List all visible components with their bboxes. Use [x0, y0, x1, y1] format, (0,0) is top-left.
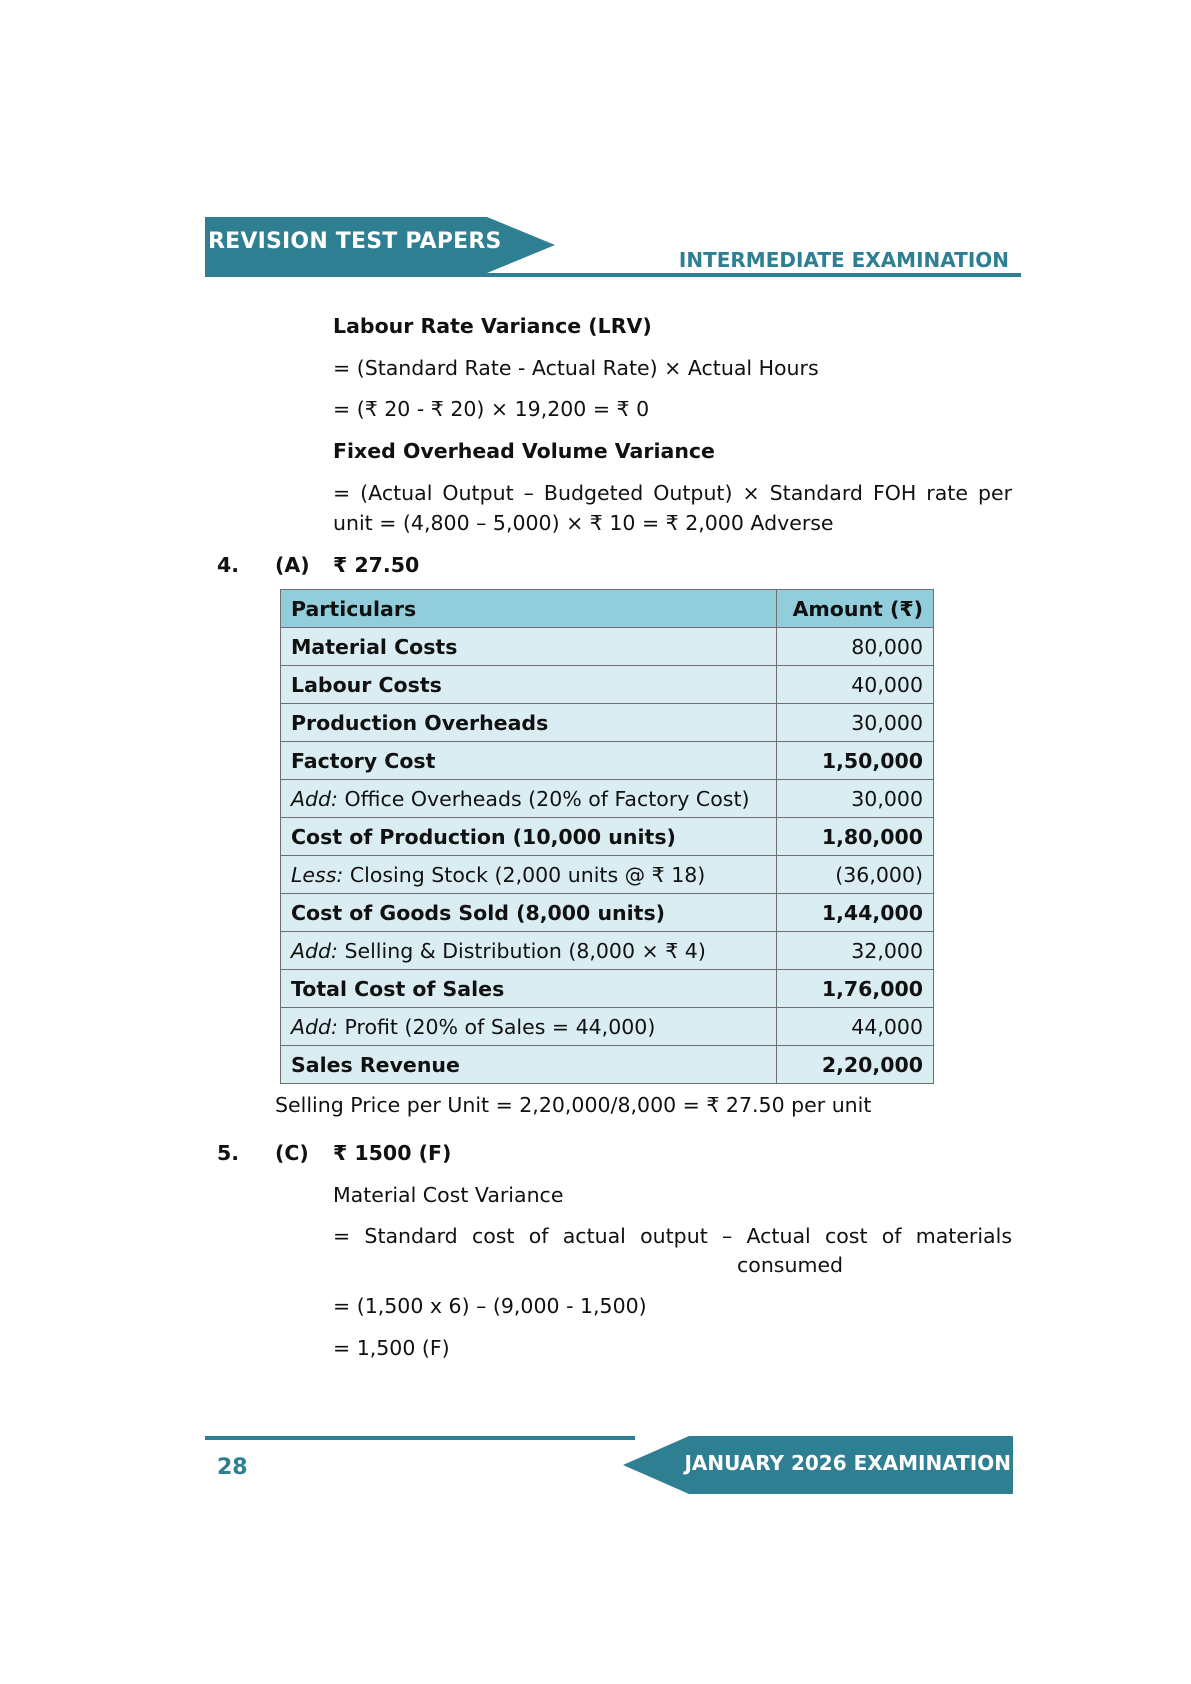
q5-heading: Material Cost Variance: [333, 1183, 564, 1207]
table-row: [281, 780, 934, 818]
row-amount: 2,20,000: [777, 1046, 934, 1084]
q5-line1: = Standard cost of actual output – Actual cost of materials: [333, 1224, 1012, 1248]
row-amount: 1,50,000: [777, 742, 934, 780]
table-row: [281, 970, 934, 1008]
row-label: [281, 1008, 777, 1046]
row-label-text: Cost of Production (10,000 units): [291, 824, 676, 849]
row-amount: 1,76,000: [777, 970, 934, 1008]
lrv-heading: Labour Rate Variance (LRV): [333, 314, 652, 338]
q5-option: (C): [275, 1141, 309, 1165]
table-row: [281, 932, 934, 970]
fohvv-line1: = (Actual Output – Budgeted Output) × Standard FOH rate per: [333, 481, 1012, 505]
q5-line1b: consumed: [737, 1253, 844, 1277]
table-row: [281, 894, 934, 932]
fohvv-heading: Fixed Overhead Volume Variance: [333, 439, 715, 463]
q4-answer: ₹ 27.50: [333, 553, 420, 577]
table-row: [281, 856, 934, 894]
row-amount: 1,44,000: [777, 894, 934, 932]
row-amount: 40,000: [777, 666, 934, 704]
row-amount: 1,80,000: [777, 818, 934, 856]
row-prefix: Add:: [291, 786, 338, 811]
row-label: [281, 970, 777, 1008]
row-label: [281, 856, 777, 894]
q4-note: Selling Price per Unit = 2,20,000/8,000 = ₹ 27.50 per unit: [275, 1093, 872, 1117]
row-label: [281, 666, 777, 704]
row-prefix: Add:: [291, 1014, 338, 1039]
cost-sheet-table: [280, 589, 934, 1084]
table-header-row: [281, 590, 934, 628]
row-label-text: Material Costs: [291, 634, 458, 659]
header-amount: Amount (₹): [777, 590, 934, 628]
row-amount: 32,000: [777, 932, 934, 970]
row-label-text: Factory Cost: [291, 748, 436, 773]
row-prefix: Add:: [291, 938, 338, 963]
q4-option: (A): [275, 553, 310, 577]
row-amount: 30,000: [777, 704, 934, 742]
header-particulars: Particulars: [281, 590, 777, 628]
row-amount: (36,000): [777, 856, 934, 894]
row-label: [281, 742, 777, 780]
row-label-text: Sales Revenue: [291, 1052, 460, 1077]
row-label-text: Cost of Goods Sold (8,000 units): [291, 900, 666, 925]
q5-line3: = 1,500 (F): [333, 1336, 450, 1360]
row-label-text: Profit (20% of Sales = 44,000): [337, 1014, 656, 1039]
fohvv-line2: unit = (4,800 – 5,000) × ₹ 10 = ₹ 2,000 Adverse: [333, 511, 834, 535]
row-label: [281, 818, 777, 856]
row-amount: 44,000: [777, 1008, 934, 1046]
row-label-text: Office Overheads (20% of Factory Cost): [337, 786, 750, 811]
footer-exam-label: JANUARY 2026 EXAMINATION: [684, 1451, 1011, 1475]
row-label-text: Labour Costs: [291, 672, 442, 697]
header-rule: [205, 273, 1021, 277]
q5-line2: = (1,500 x 6) – (9,000 - 1,500): [333, 1294, 647, 1318]
row-prefix: Less:: [291, 862, 344, 887]
table-row: [281, 818, 934, 856]
page-number: 28: [217, 1455, 248, 1480]
header-title: REVISION TEST PAPERS: [208, 229, 502, 254]
row-amount: 30,000: [777, 780, 934, 818]
lrv-calc: = (₹ 20 - ₹ 20) × 19,200 = ₹ 0: [333, 397, 650, 421]
table-row: [281, 704, 934, 742]
footer-rule: [205, 1436, 635, 1440]
row-amount: 80,000: [777, 628, 934, 666]
table-row: [281, 1046, 934, 1084]
row-label: [281, 894, 777, 932]
table-row: [281, 666, 934, 704]
row-label-text: Total Cost of Sales: [291, 976, 505, 1001]
row-label: [281, 628, 777, 666]
lrv-formula: = (Standard Rate - Actual Rate) × Actual Hours: [333, 356, 819, 380]
q5-answer: ₹ 1500 (F): [333, 1141, 452, 1165]
row-label-text: Selling & Distribution (8,000 × ₹ 4): [337, 938, 706, 963]
row-label: [281, 1046, 777, 1084]
table-row: [281, 742, 934, 780]
table-row: [281, 1008, 934, 1046]
row-label: [281, 932, 777, 970]
row-label-text: Closing Stock (2,000 units @ ₹ 18): [343, 862, 706, 887]
header-exam-label: INTERMEDIATE EXAMINATION: [678, 248, 1009, 272]
q5-number: 5.: [217, 1141, 240, 1165]
row-label-text: Production Overheads: [291, 710, 549, 735]
row-label: [281, 780, 777, 818]
q4-number: 4.: [217, 553, 240, 577]
row-label: [281, 704, 777, 742]
table-row: [281, 628, 934, 666]
